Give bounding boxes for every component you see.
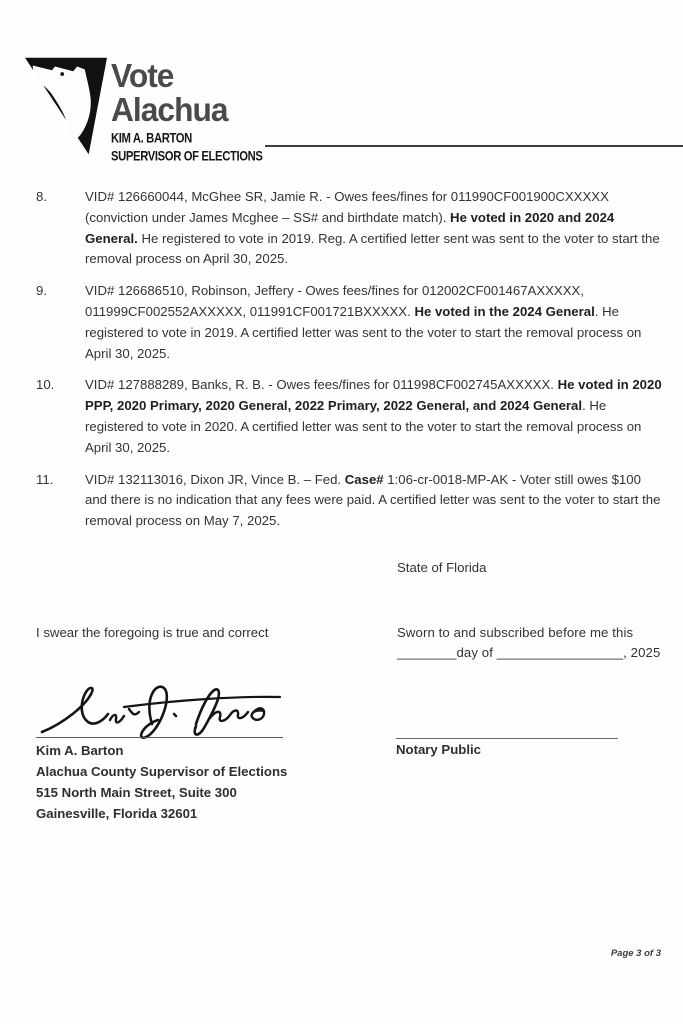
logo-title-line1: Vote bbox=[111, 57, 174, 94]
signer-address-line1: 515 North Main Street, Suite 300 bbox=[36, 785, 237, 800]
list-item-number: 9. bbox=[36, 283, 47, 299]
sworn-statement-line1: Sworn to and subscribed before me this bbox=[397, 625, 634, 640]
sworn-statement bbox=[397, 623, 660, 663]
florida-triangle-logo-icon bbox=[25, 57, 107, 155]
logo-subtitle-line2: SUPERVISOR OF ELECTIONS bbox=[111, 147, 263, 164]
list-item-number: 8. bbox=[36, 189, 47, 204]
list-item-text: VID# 127888289, Banks, R. B. - Owes fees/fines for 011998CF002745AXXXXX. He voted in 2020 PPP, 2020 Primary, 2020 General, 2022 Primary, 2022 General, and 2024 General. He registered to vote in 2020. A certified letter was sent to the voter to start the removal process on April 30, 2025. bbox=[85, 377, 662, 455]
list-item-text: VID# 132113016, Dixon JR, Vince B. – Fed. Case# 1:06-cr-0018-MP-AK - Voter still owes $100 and there is no indication that any fees were paid. A certified letter was sent to the voter to start the removal process on May 7, 2025. bbox=[85, 471, 661, 529]
list-item-text: VID# 126660044, McGhee SR, Jamie R. - Owes fees/fines for 011990CF001900CXXXXX (conviction under James Mcghee – SS# and birthdate match). He voted in 2020 and 2024 General. He registered to vote in 2019. Reg. A certified letter sent was sent to the voter to start the removal process on April 30, 2025. bbox=[85, 189, 660, 267]
logo-subtitle-line1: KIM A. BARTON bbox=[111, 130, 192, 146]
list-item bbox=[36, 187, 662, 270]
state-of-florida-label: State of Florida bbox=[397, 560, 487, 575]
sworn-statement-line2: ________day of _________________, 2025 bbox=[397, 645, 661, 660]
notary-signature-line bbox=[396, 738, 618, 739]
list-item-text: VID# 126686510, Robinson, Jeffery - Owes fees/fines for 012002CF001467AXXXXX, 011999CF002552AXXXXX, 011991CF001721BXXXXX. He voted in the 2024 General. He registered to vote in 2019. A certified letter was sent to the voter to start the removal process on April 30, 2025. bbox=[85, 283, 642, 361]
list-item-number: 10. bbox=[36, 377, 55, 393]
logo-text bbox=[111, 59, 279, 162]
vote-alachua-logo bbox=[25, 57, 279, 162]
signer-name: Kim A. Barton bbox=[36, 743, 124, 758]
swear-statement: I swear the foregoing is true and correct bbox=[36, 625, 269, 640]
list-item bbox=[36, 375, 662, 458]
signer-title: Alachua County Supervisor of Elections bbox=[36, 764, 288, 779]
list-item bbox=[36, 281, 662, 364]
list-item-number: 11. bbox=[36, 471, 54, 487]
signer-block bbox=[36, 740, 287, 824]
signer-address-line2: Gainesville, Florida 32601 bbox=[36, 806, 198, 821]
signature-image bbox=[28, 680, 296, 742]
notary-public-label: Notary Public bbox=[396, 742, 482, 757]
voter-list bbox=[36, 187, 662, 543]
logo-title-line2: Alachua bbox=[111, 91, 228, 128]
page-number: Page 3 of 3 bbox=[610, 948, 661, 959]
header-divider bbox=[265, 145, 683, 147]
signature-line bbox=[36, 737, 283, 738]
list-item bbox=[36, 470, 662, 532]
